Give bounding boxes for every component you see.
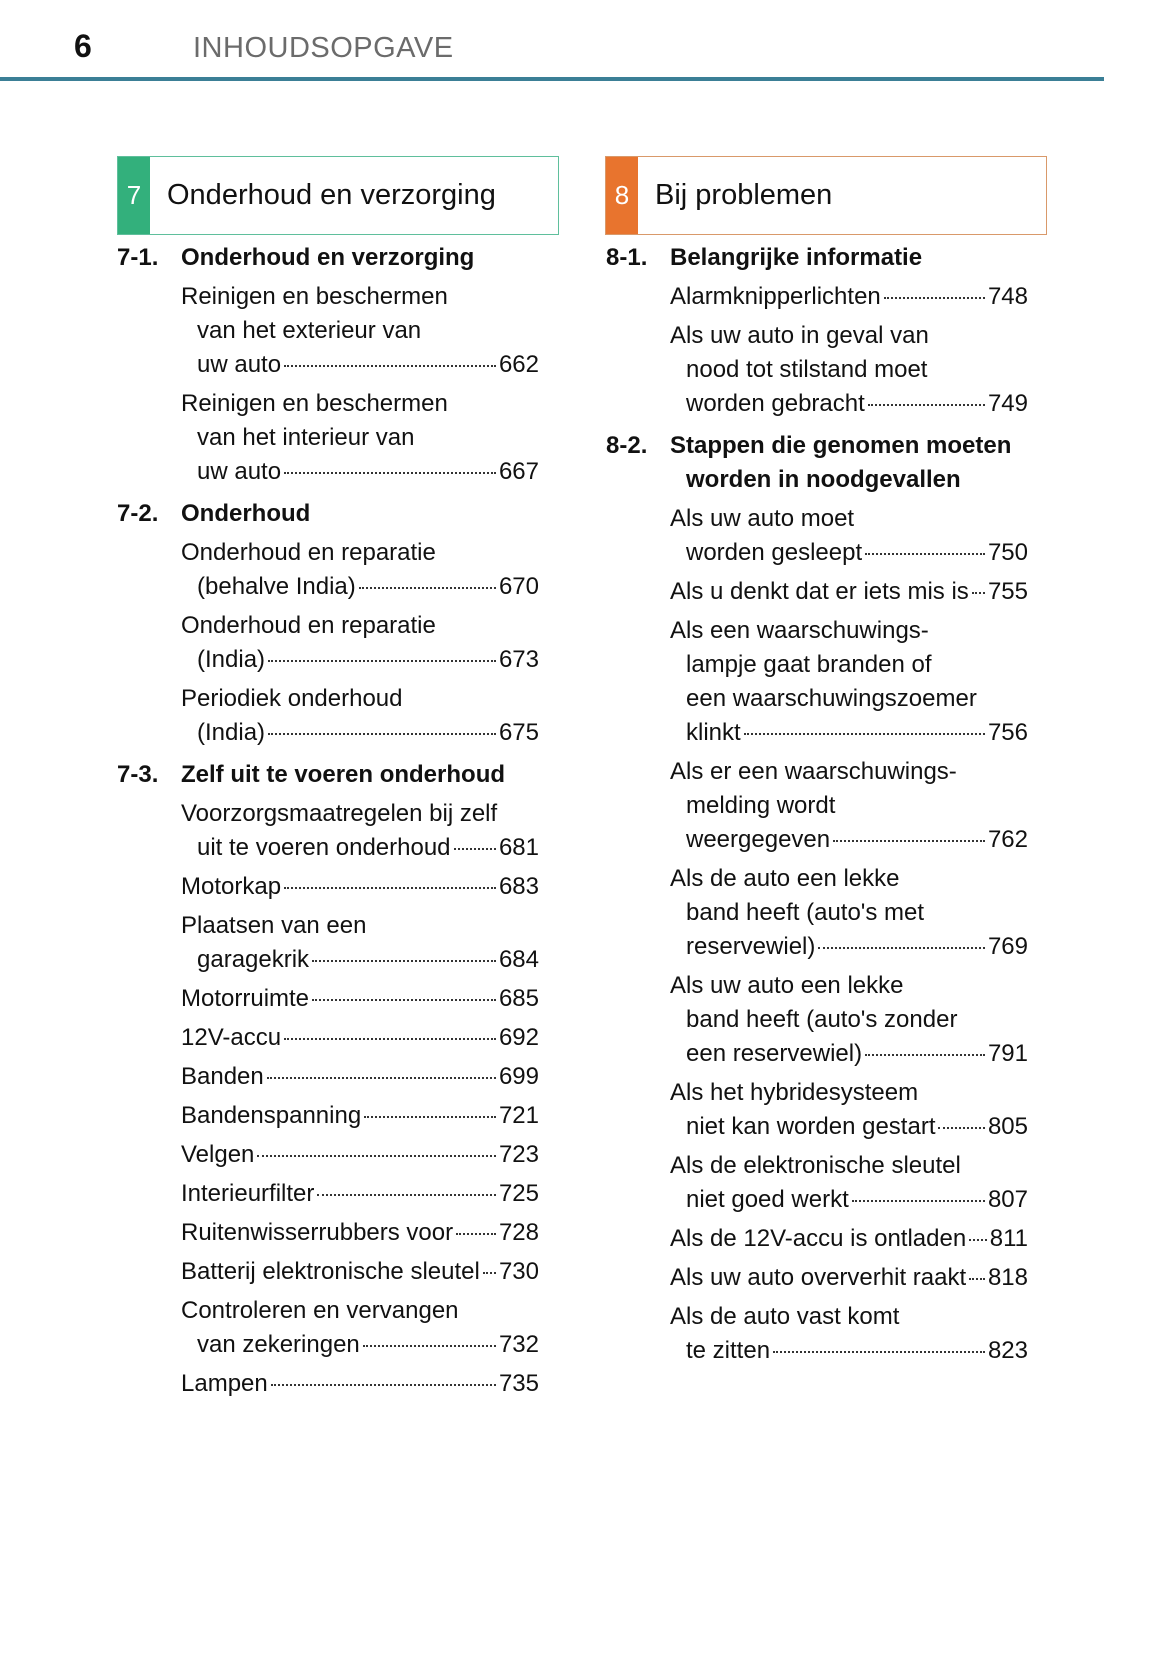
- entry-text: Batterij elektronische sleutel: [181, 1258, 480, 1285]
- toc-entry-last-line: [181, 1328, 539, 1362]
- toc-entry-last-line: [181, 1060, 539, 1094]
- entry-text: uw auto: [197, 458, 282, 485]
- section-title: [670, 241, 922, 275]
- entry-text: Als een waarschuwings-: [670, 617, 929, 644]
- section-heading[interactable]: [117, 758, 539, 792]
- section-number: 7-1.: [117, 244, 159, 271]
- entry-text: niet kan worden gestart: [686, 1113, 936, 1140]
- page-number-ref: 823: [987, 1337, 1028, 1364]
- entry-text: lampje gaat branden of: [686, 651, 932, 678]
- running-header: INHOUDSOPGAVE: [193, 32, 454, 64]
- toc-entry-last-line: [181, 943, 539, 977]
- page-number-ref: 723: [498, 1141, 539, 1168]
- page-number-ref: 725: [498, 1180, 539, 1207]
- entry-text: band heeft (auto's zonder: [686, 1006, 958, 1033]
- section-heading[interactable]: [117, 241, 539, 275]
- dot-leader: [284, 887, 496, 889]
- entry-text: (India): [197, 719, 266, 746]
- chapter-8-heading[interactable]: [605, 156, 1047, 235]
- section-title-line: Belangrijke informatie: [670, 244, 923, 271]
- toc-entry-last-line: [670, 930, 1028, 964]
- page-number-ref: 762: [987, 826, 1028, 853]
- page-number-ref: 750: [987, 539, 1028, 566]
- dot-leader: [317, 1194, 496, 1196]
- toc-entry-last-line: [181, 348, 539, 382]
- toc-entry-last-line: [181, 1021, 539, 1055]
- page-number-ref: 684: [498, 946, 539, 973]
- entry-text: Als er een waarschuwings-: [670, 758, 957, 785]
- page-number-ref: 805: [987, 1113, 1028, 1140]
- section-number: 7-3.: [117, 761, 159, 788]
- toc-entry-last-line: [181, 1255, 539, 1289]
- dot-leader: [267, 1077, 496, 1079]
- toc-entry[interactable]: [181, 1177, 539, 1211]
- toc-entry-last-line: [181, 716, 539, 750]
- dot-leader: [312, 960, 496, 962]
- entry-text: Lampen: [181, 1370, 268, 1397]
- toc-entry-last-line: [181, 643, 539, 677]
- toc-entry[interactable]: [181, 536, 539, 604]
- section-number: 8-1.: [606, 244, 648, 271]
- page-number-ref: 699: [498, 1063, 539, 1090]
- entry-text: van het interieur van: [197, 424, 415, 451]
- toc-entry-last-line: [181, 1138, 539, 1172]
- toc-entry[interactable]: [670, 1300, 1028, 1368]
- toc-entry[interactable]: [670, 502, 1028, 570]
- entry-text: garagekrik: [197, 946, 310, 973]
- toc-entry-last-line: [181, 982, 539, 1016]
- entry-text: Als de auto vast komt: [670, 1303, 900, 1330]
- page-number-ref: 675: [498, 719, 539, 746]
- toc-section: [606, 241, 1028, 421]
- toc-entry[interactable]: [181, 1255, 539, 1289]
- toc-entry-last-line: [670, 716, 1028, 750]
- toc-entry-last-line: [670, 387, 1028, 421]
- entry-text: Als de elektronische sleutel: [670, 1152, 961, 1179]
- entry-text: van zekeringen: [197, 1331, 360, 1358]
- toc-section: [117, 758, 539, 1401]
- entry-text: Controleren en vervangen: [181, 1297, 459, 1324]
- page-number-ref: 692: [498, 1024, 539, 1051]
- entry-text: uw auto: [197, 351, 282, 378]
- entry-text: van het exterieur van: [197, 317, 422, 344]
- toc-column-chapter-7: [117, 241, 539, 1401]
- toc-section: [117, 241, 539, 489]
- toc-entry[interactable]: [181, 1294, 539, 1362]
- dot-leader: [268, 660, 496, 662]
- page-number-ref: 735: [498, 1370, 539, 1397]
- page-number-ref: 681: [498, 834, 539, 861]
- toc-entry[interactable]: [181, 609, 539, 677]
- toc-entry-last-line: [181, 870, 539, 904]
- entry-text: Onderhoud en reparatie: [181, 612, 436, 639]
- entry-text: nood tot stilstand moet: [686, 356, 928, 383]
- toc-entry-last-line: [670, 536, 1028, 570]
- entry-text: Interieurfilter: [181, 1180, 315, 1207]
- dot-leader: [359, 587, 496, 589]
- dot-leader: [972, 592, 985, 594]
- dot-leader: [868, 404, 985, 406]
- entry-text: Plaatsen van een: [181, 912, 367, 939]
- dot-leader: [969, 1239, 987, 1241]
- section-title: [181, 758, 505, 792]
- page-number-ref: 685: [498, 985, 539, 1012]
- toc-entry[interactable]: [181, 682, 539, 750]
- toc-entry-last-line: [670, 575, 1028, 609]
- section-title-line: Onderhoud: [181, 500, 311, 527]
- toc-entry-last-line: [670, 1334, 1028, 1368]
- dot-leader: [284, 1038, 496, 1040]
- entry-text: niet goed werkt: [686, 1186, 849, 1213]
- dot-leader: [938, 1127, 984, 1129]
- page-number-ref: 756: [987, 719, 1028, 746]
- entry-text: Periodiek onderhoud: [181, 685, 403, 712]
- toc-entry[interactable]: [670, 319, 1028, 421]
- dot-leader: [884, 297, 985, 299]
- toc-entry-last-line: [670, 280, 1028, 314]
- page-number-ref: 748: [987, 283, 1028, 310]
- page-number-ref: 755: [987, 578, 1028, 605]
- dot-leader: [312, 999, 496, 1001]
- entry-text: Onderhoud en reparatie: [181, 539, 436, 566]
- page-number-ref: 728: [498, 1219, 539, 1246]
- toc-entry[interactable]: [181, 280, 539, 382]
- dot-leader: [744, 733, 985, 735]
- chapter-title: Bij problemen: [655, 179, 833, 211]
- dot-leader: [852, 1200, 985, 1202]
- entry-text: reservewiel): [686, 933, 816, 960]
- chapter-7-heading[interactable]: [117, 156, 559, 235]
- toc-entry-last-line: [181, 1216, 539, 1250]
- dot-leader: [818, 947, 985, 949]
- entry-text: Voorzorgsmaatregelen bij zelf: [181, 800, 498, 827]
- section-title-line: Stappen die genomen moeten: [670, 432, 1012, 459]
- dot-leader: [773, 1351, 985, 1353]
- entry-text: Als uw auto moet: [670, 505, 855, 532]
- dot-leader: [833, 840, 985, 842]
- toc-entry[interactable]: [670, 614, 1028, 750]
- section-heading[interactable]: [117, 497, 539, 531]
- toc-entry-last-line: [670, 823, 1028, 857]
- entry-text: Velgen: [181, 1141, 255, 1168]
- entry-text: klinkt: [686, 719, 741, 746]
- toc-entry[interactable]: [181, 1021, 539, 1055]
- dot-leader: [865, 1054, 985, 1056]
- section-number: 8-2.: [606, 432, 648, 459]
- dot-leader: [865, 553, 985, 555]
- toc-entry-last-line: [670, 1261, 1028, 1295]
- section-title-line: worden in noodgevallen: [686, 466, 961, 493]
- entry-text: worden gebracht: [686, 390, 865, 417]
- chapter-number: 7: [118, 157, 150, 234]
- entry-text: Als de auto een lekke: [670, 865, 900, 892]
- toc-entry-last-line: [181, 570, 539, 604]
- entry-text: (behalve India): [197, 573, 356, 600]
- entry-text: een waarschuwingszoemer: [686, 685, 977, 712]
- dot-leader: [483, 1272, 496, 1274]
- toc-entry[interactable]: [181, 870, 539, 904]
- section-heading[interactable]: [606, 241, 1028, 275]
- dot-leader: [969, 1278, 985, 1280]
- toc-entry[interactable]: [181, 1060, 539, 1094]
- entry-text: Motorkap: [181, 873, 282, 900]
- page-number-ref: 667: [498, 458, 539, 485]
- toc-entry[interactable]: [181, 1216, 539, 1250]
- entry-text: Ruitenwisserrubbers voor: [181, 1219, 454, 1246]
- page-number-ref: 749: [987, 390, 1028, 417]
- dot-leader: [364, 1116, 496, 1118]
- page-number-ref: 730: [498, 1258, 539, 1285]
- toc-entry-last-line: [181, 1099, 539, 1133]
- toc-entry[interactable]: [670, 280, 1028, 314]
- toc-entry[interactable]: [181, 982, 539, 1016]
- toc-entry[interactable]: [181, 797, 539, 865]
- toc-entry[interactable]: [181, 1138, 539, 1172]
- page-number-ref: 683: [498, 873, 539, 900]
- page-number-ref: 769: [987, 933, 1028, 960]
- entry-text: (India): [197, 646, 266, 673]
- entry-text: Banden: [181, 1063, 264, 1090]
- entry-text: Motorruimte: [181, 985, 310, 1012]
- entry-text: een reservewiel): [686, 1040, 863, 1067]
- dot-leader: [284, 472, 496, 474]
- entry-text: band heeft (auto's met: [686, 899, 925, 926]
- entry-text: Reinigen en beschermen: [181, 283, 448, 310]
- entry-text: Als de 12V-accu is ontladen: [670, 1225, 967, 1252]
- entry-text: melding wordt: [686, 792, 836, 819]
- toc-section: [117, 497, 539, 750]
- entry-text: worden gesleept: [686, 539, 863, 566]
- entry-text: Als uw auto in geval van: [670, 322, 929, 349]
- section-heading[interactable]: [606, 429, 1028, 497]
- entry-text: Als uw auto een lekke: [670, 972, 904, 999]
- section-title: [181, 497, 310, 531]
- toc-column-chapter-8: [606, 241, 1028, 1368]
- dot-leader: [456, 1233, 496, 1235]
- toc-entry[interactable]: [181, 909, 539, 977]
- entry-text: Als uw auto oververhit raakt: [670, 1264, 967, 1291]
- toc-entry[interactable]: [670, 755, 1028, 857]
- page-number-ref: 807: [987, 1186, 1028, 1213]
- section-number: 7-2.: [117, 500, 159, 527]
- dot-leader: [271, 1384, 496, 1386]
- toc-entry[interactable]: [181, 1099, 539, 1133]
- toc-entry-last-line: [670, 1110, 1028, 1144]
- toc-entry[interactable]: [670, 862, 1028, 964]
- toc-entry-last-line: [181, 831, 539, 865]
- entry-text: Bandenspanning: [181, 1102, 362, 1129]
- entry-text: te zitten: [686, 1337, 771, 1364]
- toc-entry-last-line: [670, 1183, 1028, 1217]
- dot-leader: [363, 1345, 496, 1347]
- section-title: [670, 429, 1011, 497]
- entry-text: Alarmknipperlichten: [670, 283, 881, 310]
- toc-entry[interactable]: [670, 1222, 1028, 1256]
- toc-entry[interactable]: [670, 575, 1028, 609]
- toc-entry-last-line: [181, 455, 539, 489]
- section-title-line: Zelf uit te voeren onderhoud: [181, 761, 506, 788]
- toc-entry-last-line: [181, 1367, 539, 1401]
- dot-leader: [257, 1155, 496, 1157]
- toc-entry-last-line: [181, 1177, 539, 1211]
- dot-leader: [454, 848, 496, 850]
- page-number-ref: 673: [498, 646, 539, 673]
- toc-entry[interactable]: [670, 969, 1028, 1071]
- toc-section: [606, 429, 1028, 1368]
- entry-text: Als u denkt dat er iets mis is: [670, 578, 969, 605]
- toc-entry[interactable]: [670, 1149, 1028, 1217]
- page-number-ref: 732: [498, 1331, 539, 1358]
- entry-text: Als het hybridesysteem: [670, 1079, 919, 1106]
- toc-entry[interactable]: [670, 1261, 1028, 1295]
- entry-text: uit te voeren onderhoud: [197, 834, 451, 861]
- toc-entry-last-line: [670, 1037, 1028, 1071]
- toc-entry-last-line: [670, 1222, 1028, 1256]
- page-number-ref: 818: [987, 1264, 1028, 1291]
- entry-text: weergegeven: [686, 826, 831, 853]
- chapter-title: Onderhoud en verzorging: [167, 179, 496, 211]
- dot-leader: [284, 365, 496, 367]
- page-number-ref: 721: [498, 1102, 539, 1129]
- toc-entry[interactable]: [181, 387, 539, 489]
- dot-leader: [268, 733, 496, 735]
- header-rule: [0, 77, 1104, 81]
- toc-entry[interactable]: [181, 1367, 539, 1401]
- entry-text: 12V-accu: [181, 1024, 282, 1051]
- chapter-number: 8: [606, 157, 638, 234]
- section-title: [181, 241, 474, 275]
- page-number-ref: 811: [989, 1225, 1028, 1252]
- section-title-line: Onderhoud en verzorging: [181, 244, 475, 271]
- page-number: 6: [74, 28, 92, 64]
- toc-entry[interactable]: [670, 1076, 1028, 1144]
- page-number-ref: 791: [987, 1040, 1028, 1067]
- page-number-ref: 662: [498, 351, 539, 378]
- page-number-ref: 670: [498, 573, 539, 600]
- entry-text: Reinigen en beschermen: [181, 390, 448, 417]
